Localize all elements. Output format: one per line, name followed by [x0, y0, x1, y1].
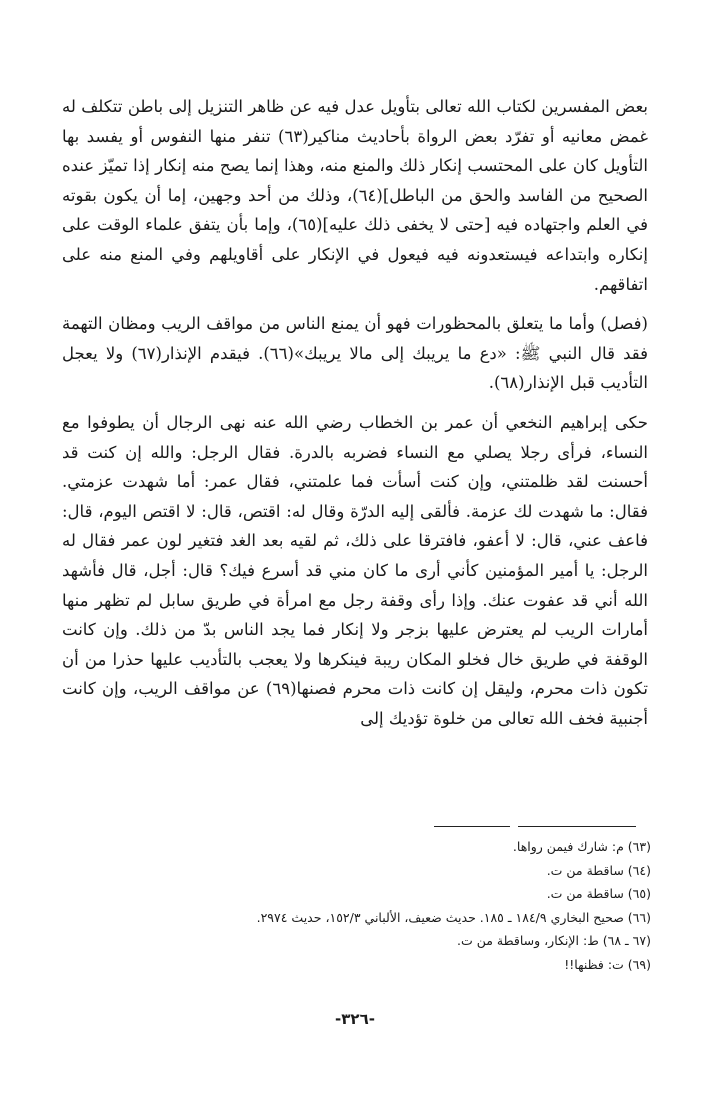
footnote: (٦٤) ساقطة من ت. [546, 862, 651, 878]
footnote-divider [434, 826, 510, 827]
paragraph: حكى إبراهيم النخعي أن عمر بن الخطاب رضي الله عنه نهى الرجال أن يطوفوا مع النساء، فرأى رجلا يصلي مع النساء فضربه بالدرة. فقال الرجل: والله إن كنت قد أحسنت لقد ظلمتني، وإن كنت أسأت فما علمتني، فقال عمر: أما شهدت عزمتي. فقال: ما شهدت لك عزمة. فألقى إليه الدرّة وقال له: اقتص، قال: لا اقتص اليوم، قال: فاعف عني، قال: لا أعفو، فافترقا على ذلك، ثم لقيه بعد الغد فتغير لون عمر فقال له الرجل: يا أمير المؤمنين كأني أرى ما كان مني قد أسرع فيك؟ قال: أجل، قال فأشهد الله أني قد عفوت عنك. وإذا رأى وقفة رجل مع امرأة في طريق سابل لم تظهر منها أمارات الريب لم يعترض عليها بزجر ولا إنكار فما يجد الناس بدّ من ذلك. وإن كانت الوقفة في طريق خال فخلو المكان ريبة فينكرها ولا يعجب بالتأديب عليها حذرا من أن تكون ذات محرم، وليقل إن كانت ذات محرم فصنها(٦٩) عن مواقف الريب، وإن كانت أجنبية فخف الله تعالى من خلوة تؤديك إلى [62, 412, 648, 728]
footnote: (٦٦) صحيح البخاري ١٨٤/٩ ـ ١٨٥. حديث ضعيف، الألباني ١٥٢/٣، حديث ٢٩٧٤. [256, 909, 651, 925]
paragraph: بعض المفسرين لكتاب الله تعالى بتأويل عدل فيه عن ظاهر التنزيل إلى باطن تتكلف له غمض معانيه أو تفرّد بعض الرواة بأحاديث مناكير(٦٣) تنفر منها النفوس أو يفسد بها التأويل كان على المحتسب إنكار ذلك والمنع منه، وهذا إنما يصح منه إنكار إذا تميّز عنده الصحيح من الفاسد والحق من الباطل](٦٤)، وذلك من أحد وجهين، إما أن يكون بقوته في العلم واجتهاده فيه [حتى لا يخفى ذلك عليه](٦٥)، وإما بأن يتفق علماء الوقت على إنكاره وابتداعه فيستعدونه فيه فيعول في الإنكار على أقاويلهم وفي المنع منه على اتفاقهم. [62, 97, 649, 294]
paragraph: (فصل) وأما ما يتعلق بالمحظورات فهو أن يمنع الناس من مواقف الريب ومظان التهمة فقد قال النبي ﷺ: «دع ما يريبك إلى مالا يريبك»(٦٦). فيقدم الإنذار(٦٧) ولا يعجل التأديب قبل الإنذار(٦٨). [62, 314, 648, 393]
footnote-divider [518, 826, 636, 827]
page-number: -٣٢٦- [335, 1010, 375, 1028]
footnote: (٦٩) ت: فظنها!! [564, 956, 651, 972]
footnote: (٦٧ ـ ٦٨) ط: الإنكار، وساقطة من ت. [457, 933, 651, 949]
footnotes [150, 835, 651, 977]
main-text [62, 92, 648, 733]
footnote: (٦٣) م: شارك فيمن رواها. [512, 839, 651, 854]
footnote: (٦٥) ساقطة من ت. [546, 886, 651, 902]
